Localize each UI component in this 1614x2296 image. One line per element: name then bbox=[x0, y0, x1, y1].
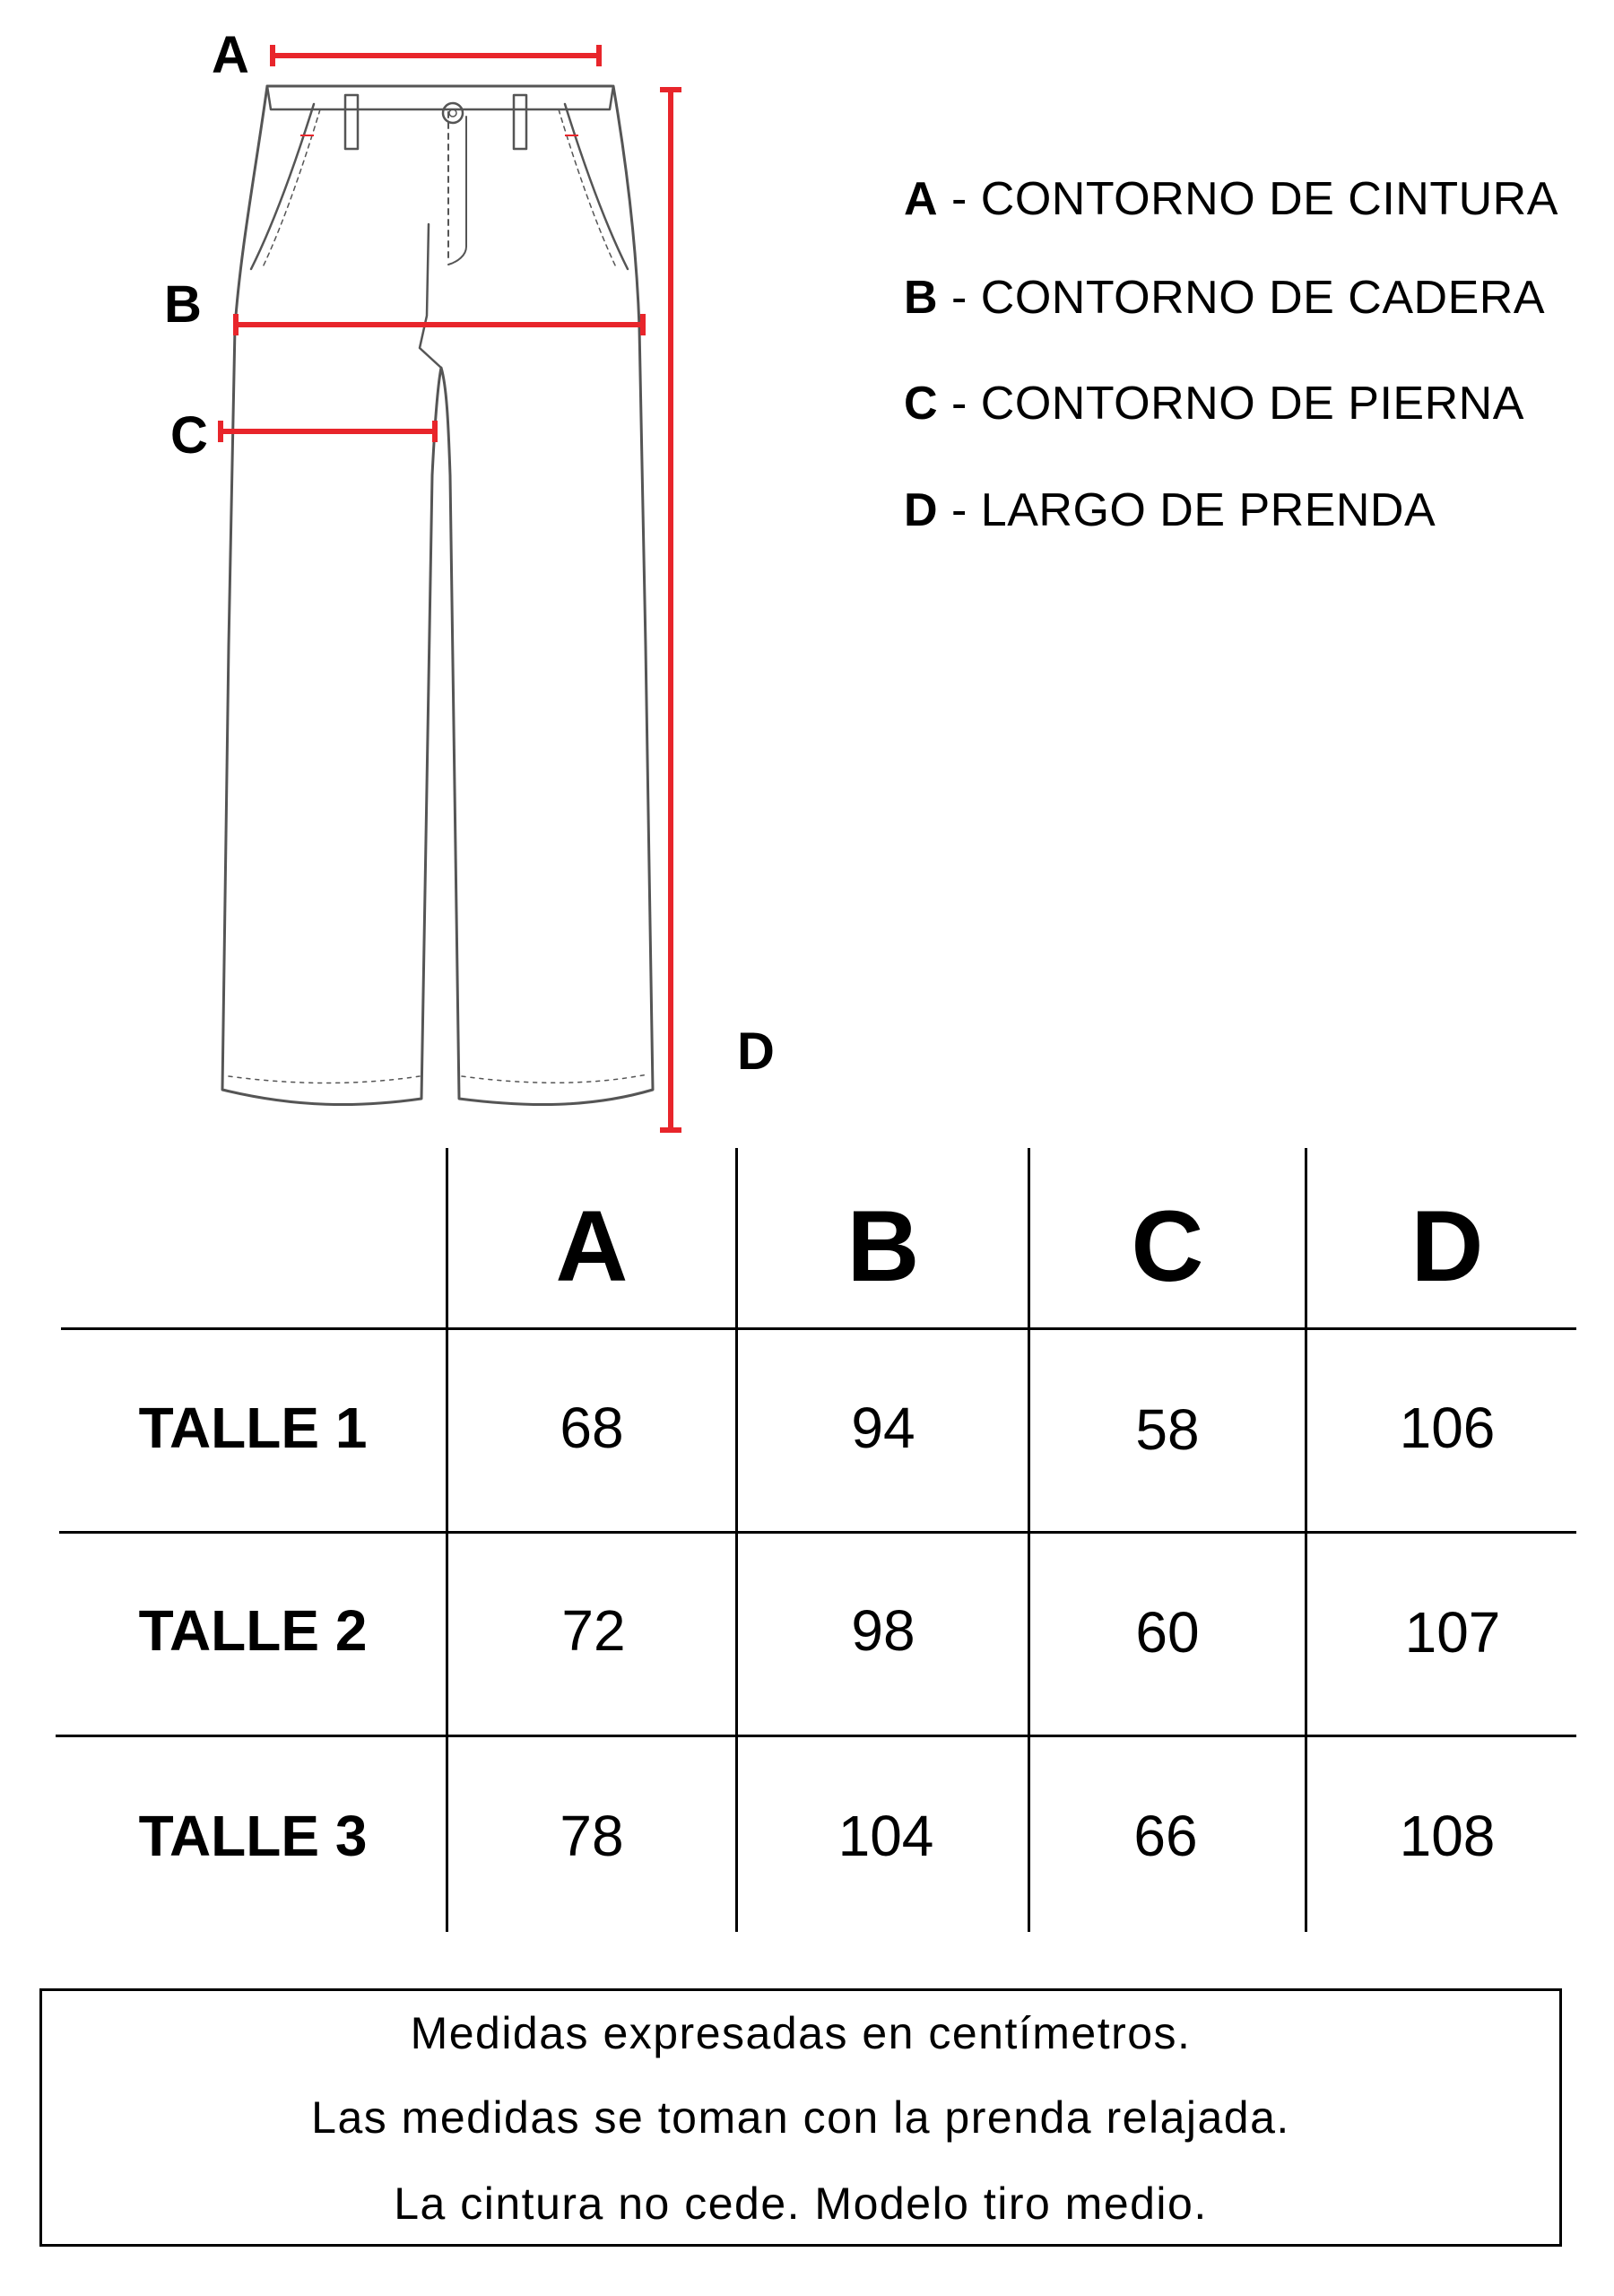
legend-text: CONTORNO DE PIERNA bbox=[980, 378, 1524, 430]
note-line-2: Las medidas se toman con la prenda relajada. bbox=[311, 2092, 1290, 2143]
column-header-c: C bbox=[1131, 1190, 1204, 1302]
table-divider bbox=[735, 1148, 738, 1932]
legend-key: A bbox=[904, 173, 939, 225]
table-divider bbox=[61, 1327, 1576, 1330]
legend-separator: - bbox=[938, 484, 981, 536]
legend-text: LARGO DE PRENDA bbox=[980, 484, 1436, 536]
table-divider bbox=[1305, 1148, 1307, 1932]
legend-item-b bbox=[904, 272, 1545, 324]
table-cell: 68 bbox=[560, 1396, 624, 1460]
legend-separator: - bbox=[938, 272, 981, 324]
table-cell: 94 bbox=[851, 1396, 915, 1460]
note-line-3: La cintura no cede. Modelo tiro medio. bbox=[394, 2179, 1208, 2229]
table-cell: 72 bbox=[561, 1598, 626, 1663]
table-cell: 104 bbox=[837, 1804, 934, 1868]
legend-key: D bbox=[904, 484, 939, 536]
note-line-1: Medidas expresadas en centímetros. bbox=[410, 2008, 1192, 2058]
table-divider bbox=[446, 1148, 448, 1932]
notes-box bbox=[39, 1988, 1562, 2247]
legend-item-d bbox=[904, 484, 1436, 536]
table-divider bbox=[56, 1735, 1576, 1737]
label-a: A bbox=[212, 26, 249, 84]
column-header-a: A bbox=[555, 1190, 629, 1302]
table-cell: 78 bbox=[560, 1804, 624, 1868]
label-c: C bbox=[170, 406, 208, 465]
row-header-talle-3: TALLE 3 bbox=[138, 1804, 368, 1868]
table-cell: 107 bbox=[1404, 1600, 1501, 1665]
legend-separator: - bbox=[938, 378, 981, 430]
size-table bbox=[0, 1139, 1614, 1946]
column-header-b: B bbox=[846, 1190, 920, 1302]
table-cell: 66 bbox=[1133, 1804, 1198, 1868]
legend-item-c bbox=[904, 378, 1524, 430]
table-cell: 108 bbox=[1399, 1804, 1496, 1868]
table-divider bbox=[59, 1531, 1576, 1534]
column-header-d: D bbox=[1410, 1190, 1484, 1302]
legend-text: CONTORNO DE CINTURA bbox=[980, 173, 1558, 225]
legend-key: C bbox=[904, 378, 939, 430]
label-d: D bbox=[737, 1022, 775, 1081]
table-divider bbox=[1028, 1148, 1030, 1932]
table-cell: 106 bbox=[1399, 1396, 1496, 1460]
table-cell: 98 bbox=[851, 1598, 915, 1663]
legend-text: CONTORNO DE CADERA bbox=[980, 272, 1545, 324]
row-header-talle-1: TALLE 1 bbox=[138, 1396, 368, 1460]
legend-item-a bbox=[904, 173, 1558, 225]
label-b: B bbox=[164, 275, 202, 334]
row-header-talle-2: TALLE 2 bbox=[138, 1598, 368, 1663]
table-cell: 58 bbox=[1135, 1397, 1200, 1462]
table-cell: 60 bbox=[1135, 1600, 1200, 1665]
legend-separator: - bbox=[938, 173, 981, 225]
legend-key: B bbox=[904, 272, 939, 324]
